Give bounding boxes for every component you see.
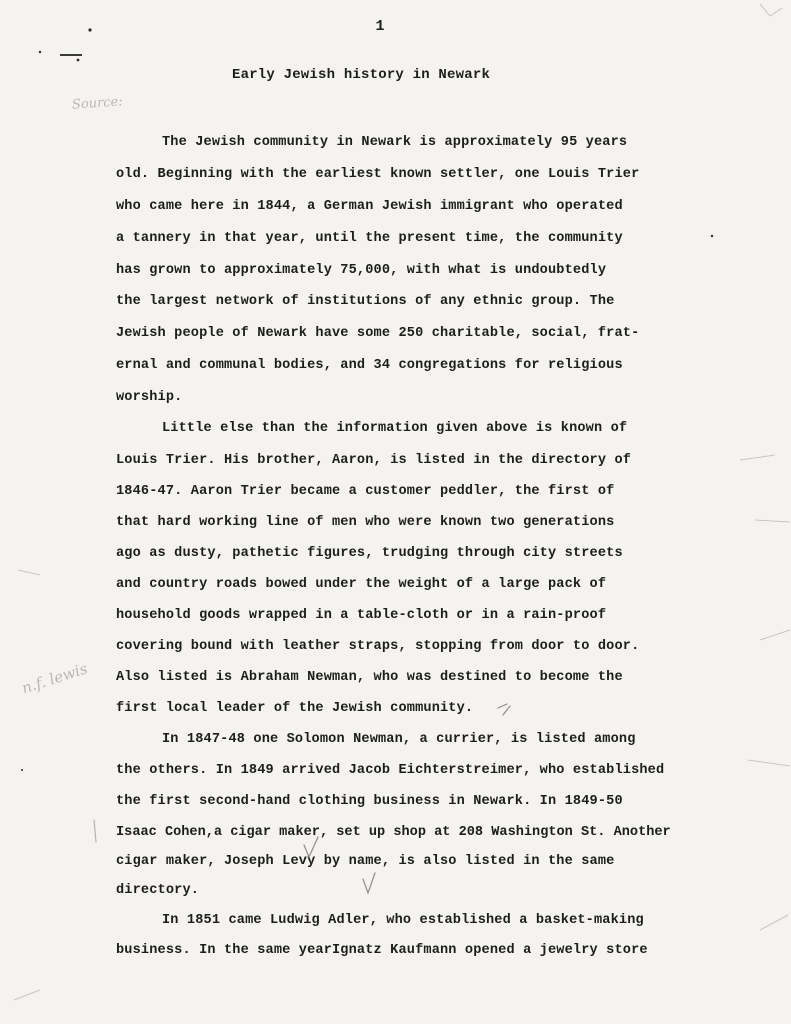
margin-note-left: n.f. lewis	[19, 659, 90, 698]
text-line: cigar maker, Joseph Levy by name, is also listed in the same	[116, 854, 615, 869]
text-line: worship.	[116, 390, 183, 405]
text-line: In 1851 came Ludwig Adler, who established a basket-making	[162, 913, 644, 928]
text-line: directory.	[116, 883, 200, 898]
text-line: Jewish people of Newark have some 250 charitable, social, frat-	[116, 326, 640, 341]
document-title: Early Jewish history in Newark	[232, 67, 491, 83]
text-line: 1846-47. Aaron Trier became a customer peddler, the first of	[116, 484, 615, 499]
text-line: The Jewish community in Newark is approximately 95 years	[162, 135, 628, 150]
text-line: business. In the same yearIgnatz Kaufmann opened a jewelry store	[116, 943, 648, 958]
text-line: who came here in 1844, a German Jewish immigrant who operated	[116, 199, 623, 214]
text-line: that hard working line of men who were known two generations	[116, 515, 615, 530]
text-line: ernal and communal bodies, and 34 congregations for religious	[116, 358, 623, 373]
text-line: Also listed is Abraham Newman, who was destined to become the	[116, 670, 623, 685]
text-line: Little else than the information given above is known of	[162, 421, 628, 436]
text-line: ago as dusty, pathetic figures, trudging through city streets	[116, 546, 623, 561]
text-line: household goods wrapped in a table-cloth or in a rain-proof	[116, 608, 607, 623]
text-line: the first second-hand clothing business in Newark. In 1849-50	[116, 794, 623, 809]
text-line: the largest network of institutions of any ethnic group. The	[116, 294, 615, 309]
text-line: has grown to approximately 75,000, with what is undoubtedly	[116, 263, 607, 278]
text-line: Isaac Cohen,a cigar maker, set up shop at 208 Washington St. Another	[116, 825, 671, 840]
text-line: In 1847-48 one Solomon Newman, a currier, is listed among	[162, 732, 636, 747]
page-number: 1	[375, 18, 385, 35]
text-line: and country roads bowed under the weight of a large pack of	[116, 577, 607, 592]
text-line: a tannery in that year, until the present time, the community	[116, 231, 623, 246]
text-line: first local leader of the Jewish community.	[116, 701, 474, 716]
text-line: old. Beginning with the earliest known settler, one Louis Trier	[116, 167, 640, 182]
text-line: covering bound with leather straps, stopping from door to door.	[116, 639, 640, 654]
text-line: Louis Trier. His brother, Aaron, is listed in the directory of	[116, 453, 632, 468]
text-line: the others. In 1849 arrived Jacob Eichterstreimer, who established	[116, 763, 665, 778]
margin-note-source: Source:	[71, 94, 124, 113]
